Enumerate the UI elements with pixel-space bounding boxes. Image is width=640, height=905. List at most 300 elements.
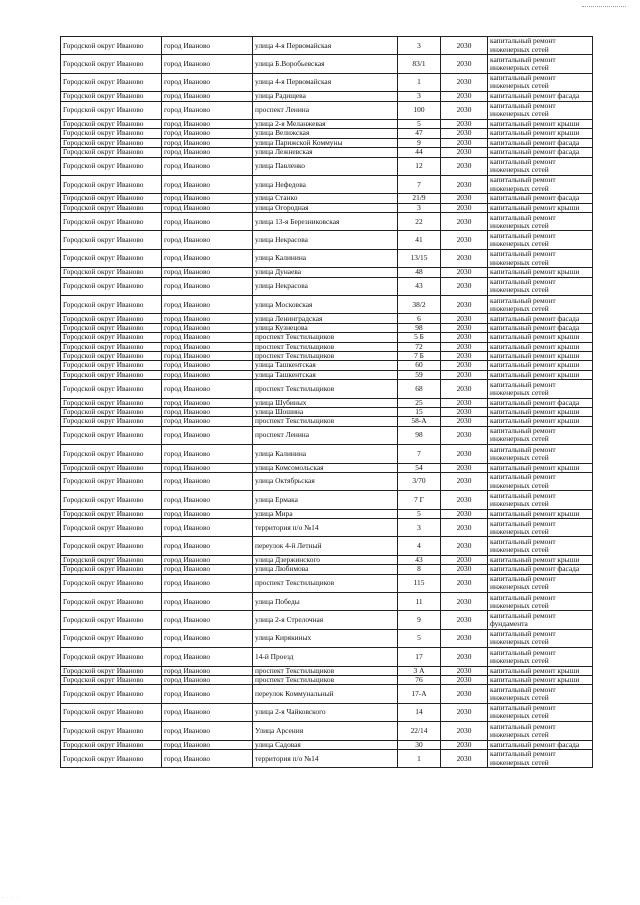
district-cell: Городской округ Иваново [61, 37, 162, 55]
street-cell: улица Лежневская [253, 148, 398, 157]
work-type-cell: капитальный ремонт фундамента [488, 611, 593, 629]
street-cell: улица Кирякиных [253, 629, 398, 647]
table-row [61, 55, 593, 73]
city-cell: город Иваново [162, 445, 253, 463]
house-number-cell: 3 [398, 37, 441, 55]
work-type-cell: капитальный ремонт инженерных сетей [488, 491, 593, 509]
district-cell: Городской округ Иваново [61, 296, 162, 314]
year-cell: 2030 [441, 129, 488, 138]
year-cell: 2030 [441, 148, 488, 157]
house-number-cell: 58-А [398, 417, 441, 426]
street-cell: улица Б.Воробьевская [253, 55, 398, 73]
work-type-cell: капитальный ремонт инженерных сетей [488, 703, 593, 721]
street-cell: улица Октябрьская [253, 472, 398, 490]
table-row [61, 277, 593, 295]
district-cell: Городской округ Иваново [61, 73, 162, 91]
year-cell: 2030 [441, 574, 488, 592]
district-cell: Городской округ Иваново [61, 119, 162, 128]
table-row [61, 472, 593, 490]
table-row [61, 629, 593, 647]
house-number-cell: 12 [398, 157, 441, 175]
street-cell: улица 4-я Первомайская [253, 37, 398, 55]
district-cell: Городской округ Иваново [61, 342, 162, 351]
city-cell: город Иваново [162, 426, 253, 444]
street-cell: улица 2-я Чайковского [253, 703, 398, 721]
work-type-cell: капитальный ремонт крыши [488, 555, 593, 564]
year-cell: 2030 [441, 277, 488, 295]
district-cell: Городской округ Иваново [61, 157, 162, 175]
house-number-cell: 6 [398, 314, 441, 323]
registry-body [61, 37, 593, 768]
district-cell: Городской округ Иваново [61, 574, 162, 592]
work-type-cell: капитальный ремонт крыши [488, 342, 593, 351]
city-cell: город Иваново [162, 703, 253, 721]
year-cell: 2030 [441, 398, 488, 407]
year-cell: 2030 [441, 555, 488, 564]
street-cell: улица Станко [253, 194, 398, 203]
city-cell: город Иваново [162, 565, 253, 574]
table-row [61, 342, 593, 351]
table-row [61, 740, 593, 749]
table-row [61, 417, 593, 426]
city-cell: город Иваново [162, 749, 253, 767]
house-number-cell: 17-А [398, 685, 441, 703]
table-row [61, 648, 593, 666]
street-cell: улица Шошина [253, 407, 398, 416]
house-number-cell: 9 [398, 611, 441, 629]
work-type-cell: капитальный ремонт инженерных сетей [488, 249, 593, 267]
year-cell: 2030 [441, 565, 488, 574]
city-cell: город Иваново [162, 407, 253, 416]
work-type-cell: капитальный ремонт инженерных сетей [488, 157, 593, 175]
table-row [61, 370, 593, 379]
city-cell: город Иваново [162, 398, 253, 407]
street-cell: улица Комсомольская [253, 463, 398, 472]
house-number-cell: 5 [398, 509, 441, 518]
street-cell: проспект Текстильщиков [253, 666, 398, 675]
work-type-cell: капитальный ремонт инженерных сетей [488, 55, 593, 73]
district-cell: Городской округ Иваново [61, 675, 162, 684]
house-number-cell: 13/15 [398, 249, 441, 267]
work-type-cell: капитальный ремонт крыши [488, 361, 593, 370]
table-row [61, 351, 593, 360]
city-cell: город Иваново [162, 361, 253, 370]
work-type-cell: капитальный ремонт крыши [488, 119, 593, 128]
year-cell: 2030 [441, 361, 488, 370]
table-row [61, 593, 593, 611]
house-number-cell: 48 [398, 268, 441, 277]
district-cell: Городской округ Иваново [61, 129, 162, 138]
street-cell: территория п/о №14 [253, 519, 398, 537]
city-cell: город Иваново [162, 333, 253, 342]
street-cell: улица Нефедова [253, 175, 398, 193]
city-cell: город Иваново [162, 277, 253, 295]
year-cell: 2030 [441, 323, 488, 332]
city-cell: город Иваново [162, 119, 253, 128]
house-number-cell: 7 Б [398, 351, 441, 360]
district-cell: Городской округ Иваново [61, 593, 162, 611]
table-row [61, 323, 593, 332]
house-number-cell: 17 [398, 648, 441, 666]
street-cell: улица Велижская [253, 129, 398, 138]
year-cell: 2030 [441, 722, 488, 740]
year-cell: 2030 [441, 426, 488, 444]
district-cell: Городской округ Иваново [61, 519, 162, 537]
city-cell: город Иваново [162, 314, 253, 323]
district-cell: Городской округ Иваново [61, 194, 162, 203]
year-cell: 2030 [441, 370, 488, 379]
district-cell: Городской округ Иваново [61, 703, 162, 721]
house-number-cell: 3 [398, 519, 441, 537]
table-row [61, 194, 593, 203]
city-cell: город Иваново [162, 629, 253, 647]
table-row [61, 703, 593, 721]
table-row [61, 92, 593, 101]
work-type-cell: капитальный ремонт крыши [488, 351, 593, 360]
city-cell: город Иваново [162, 463, 253, 472]
city-cell: город Иваново [162, 73, 253, 91]
work-type-cell: капитальный ремонт фасада [488, 92, 593, 101]
table-row [61, 231, 593, 249]
street-cell: проспект Текстильщиков [253, 574, 398, 592]
house-number-cell: 3 [398, 203, 441, 212]
house-number-cell: 4 [398, 537, 441, 555]
year-cell: 2030 [441, 296, 488, 314]
house-number-cell: 44 [398, 148, 441, 157]
district-cell: Городской округ Иваново [61, 268, 162, 277]
house-number-cell: 25 [398, 398, 441, 407]
year-cell: 2030 [441, 519, 488, 537]
house-number-cell: 43 [398, 277, 441, 295]
street-cell: улица Калинина [253, 249, 398, 267]
city-cell: город Иваново [162, 370, 253, 379]
work-type-cell: капитальный ремонт фасада [488, 314, 593, 323]
district-cell: Городской округ Иваново [61, 148, 162, 157]
work-type-cell: капитальный ремонт инженерных сетей [488, 231, 593, 249]
street-cell: улица 4-я Первомайская [253, 73, 398, 91]
work-type-cell: капитальный ремонт инженерных сетей [488, 574, 593, 592]
work-type-cell: капитальный ремонт инженерных сетей [488, 629, 593, 647]
city-cell: город Иваново [162, 231, 253, 249]
city-cell: город Иваново [162, 138, 253, 147]
work-type-cell: капитальный ремонт фасада [488, 398, 593, 407]
street-cell: переулок Коммунальный [253, 685, 398, 703]
year-cell: 2030 [441, 194, 488, 203]
street-cell: улица Ермака [253, 491, 398, 509]
work-type-cell: капитальный ремонт крыши [488, 407, 593, 416]
city-cell: город Иваново [162, 472, 253, 490]
house-number-cell: 7 [398, 445, 441, 463]
district-cell: Городской округ Иваново [61, 685, 162, 703]
city-cell: город Иваново [162, 175, 253, 193]
work-type-cell: капитальный ремонт инженерных сетей [488, 277, 593, 295]
year-cell: 2030 [441, 509, 488, 518]
year-cell: 2030 [441, 157, 488, 175]
table-row [61, 398, 593, 407]
year-cell: 2030 [441, 629, 488, 647]
city-cell: город Иваново [162, 157, 253, 175]
table-row [61, 675, 593, 684]
city-cell: город Иваново [162, 37, 253, 55]
scan-mark [582, 6, 626, 10]
city-cell: город Иваново [162, 491, 253, 509]
street-cell: улица Московская [253, 296, 398, 314]
house-number-cell: 3 [398, 92, 441, 101]
district-cell: Городской округ Иваново [61, 92, 162, 101]
city-cell: город Иваново [162, 268, 253, 277]
district-cell: Городской округ Иваново [61, 370, 162, 379]
year-cell: 2030 [441, 203, 488, 212]
district-cell: Городской округ Иваново [61, 249, 162, 267]
house-number-cell: 1 [398, 749, 441, 767]
house-number-cell: 8 [398, 565, 441, 574]
street-cell: проспект Ленина [253, 101, 398, 119]
street-cell: улица Любимова [253, 565, 398, 574]
street-cell: улица Некрасова [253, 277, 398, 295]
work-type-cell: капитальный ремонт крыши [488, 129, 593, 138]
year-cell: 2030 [441, 611, 488, 629]
house-number-cell: 72 [398, 342, 441, 351]
house-number-cell: 1 [398, 73, 441, 91]
district-cell: Городской округ Иваново [61, 213, 162, 231]
district-cell: Городской округ Иваново [61, 101, 162, 119]
district-cell: Городской округ Иваново [61, 445, 162, 463]
work-type-cell: капитальный ремонт фасада [488, 194, 593, 203]
district-cell: Городской округ Иваново [61, 749, 162, 767]
district-cell: Городской округ Иваново [61, 203, 162, 212]
year-cell: 2030 [441, 472, 488, 490]
work-type-cell: капитальный ремонт крыши [488, 268, 593, 277]
table-row [61, 380, 593, 398]
work-type-cell: капитальный ремонт инженерных сетей [488, 519, 593, 537]
table-row [61, 157, 593, 175]
year-cell: 2030 [441, 537, 488, 555]
table-row [61, 249, 593, 267]
table-row [61, 555, 593, 564]
district-cell: Городской округ Иваново [61, 231, 162, 249]
table-row [61, 519, 593, 537]
house-number-cell: 41 [398, 231, 441, 249]
house-number-cell: 7 [398, 175, 441, 193]
year-cell: 2030 [441, 417, 488, 426]
district-cell: Городской округ Иваново [61, 398, 162, 407]
work-type-cell: капитальный ремонт инженерных сетей [488, 175, 593, 193]
district-cell: Городской округ Иваново [61, 333, 162, 342]
street-cell: улица Калинина [253, 445, 398, 463]
street-cell: Улица Арсения [253, 722, 398, 740]
table-row [61, 445, 593, 463]
district-cell: Городской округ Иваново [61, 666, 162, 675]
city-cell: город Иваново [162, 555, 253, 564]
house-number-cell: 11 [398, 593, 441, 611]
house-number-cell: 115 [398, 574, 441, 592]
house-number-cell: 43 [398, 555, 441, 564]
table-row [61, 722, 593, 740]
district-cell: Городской округ Иваново [61, 537, 162, 555]
city-cell: город Иваново [162, 92, 253, 101]
year-cell: 2030 [441, 407, 488, 416]
city-cell: город Иваново [162, 380, 253, 398]
work-type-cell: капитальный ремонт фасада [488, 148, 593, 157]
work-type-cell: капитальный ремонт инженерных сетей [488, 722, 593, 740]
street-cell: улица Некрасова [253, 231, 398, 249]
street-cell: улица Мира [253, 509, 398, 518]
repair-registry-table [60, 36, 593, 768]
city-cell: город Иваново [162, 351, 253, 360]
street-cell: улица Шубиных [253, 398, 398, 407]
street-cell: проспект Текстильщиков [253, 380, 398, 398]
street-cell: улица Павленко [253, 157, 398, 175]
house-number-cell: 5 Б [398, 333, 441, 342]
district-cell: Городской округ Иваново [61, 351, 162, 360]
work-type-cell: капитальный ремонт крыши [488, 370, 593, 379]
district-cell: Городской округ Иваново [61, 175, 162, 193]
house-number-cell: 68 [398, 380, 441, 398]
house-number-cell: 3/70 [398, 472, 441, 490]
city-cell: город Иваново [162, 509, 253, 518]
house-number-cell: 30 [398, 740, 441, 749]
house-number-cell: 21/9 [398, 194, 441, 203]
district-cell: Городской округ Иваново [61, 629, 162, 647]
house-number-cell: 22/14 [398, 722, 441, 740]
work-type-cell: капитальный ремонт крыши [488, 509, 593, 518]
work-type-cell: капитальный ремонт крыши [488, 333, 593, 342]
house-number-cell: 9 [398, 138, 441, 147]
scan-corner-mark: · · · · [2, 896, 20, 901]
city-cell: город Иваново [162, 55, 253, 73]
year-cell: 2030 [441, 268, 488, 277]
district-cell: Городской округ Иваново [61, 472, 162, 490]
work-type-cell: капитальный ремонт инженерных сетей [488, 593, 593, 611]
city-cell: город Иваново [162, 148, 253, 157]
work-type-cell: капитальный ремонт крыши [488, 675, 593, 684]
district-cell: Городской округ Иваново [61, 407, 162, 416]
work-type-cell: капитальный ремонт инженерных сетей [488, 101, 593, 119]
year-cell: 2030 [441, 231, 488, 249]
table-row [61, 463, 593, 472]
street-cell: улица Радищева [253, 92, 398, 101]
work-type-cell: капитальный ремонт фасада [488, 138, 593, 147]
table-row [61, 407, 593, 416]
table-row [61, 491, 593, 509]
district-cell: Городской округ Иваново [61, 509, 162, 518]
table-row [61, 685, 593, 703]
table-row [61, 565, 593, 574]
table-row [61, 73, 593, 91]
house-number-cell: 5 [398, 629, 441, 647]
table-row [61, 361, 593, 370]
house-number-cell: 47 [398, 129, 441, 138]
district-cell: Городской округ Иваново [61, 463, 162, 472]
table-row [61, 138, 593, 147]
table-row [61, 101, 593, 119]
street-cell: проспект Текстильщиков [253, 351, 398, 360]
year-cell: 2030 [441, 55, 488, 73]
work-type-cell: капитальный ремонт инженерных сетей [488, 648, 593, 666]
street-cell: улица Ленинградская [253, 314, 398, 323]
table-row [61, 129, 593, 138]
year-cell: 2030 [441, 213, 488, 231]
house-number-cell: 98 [398, 323, 441, 332]
city-cell: город Иваново [162, 342, 253, 351]
year-cell: 2030 [441, 675, 488, 684]
street-cell: улица 2-я Меланжевая [253, 119, 398, 128]
street-cell: улица Ташкентская [253, 361, 398, 370]
street-cell: проспект Ленина [253, 426, 398, 444]
street-cell: проспект Текстильщиков [253, 417, 398, 426]
work-type-cell: капитальный ремонт инженерных сетей [488, 426, 593, 444]
street-cell: проспект Текстильщиков [253, 333, 398, 342]
year-cell: 2030 [441, 491, 488, 509]
city-cell: город Иваново [162, 129, 253, 138]
street-cell: улица Парижской Коммуны [253, 138, 398, 147]
table-row [61, 574, 593, 592]
street-cell: улица Ташкентская [253, 370, 398, 379]
house-number-cell: 15 [398, 407, 441, 416]
year-cell: 2030 [441, 749, 488, 767]
year-cell: 2030 [441, 175, 488, 193]
table-row [61, 37, 593, 55]
work-type-cell: капитальный ремонт крыши [488, 203, 593, 212]
city-cell: город Иваново [162, 593, 253, 611]
city-cell: город Иваново [162, 740, 253, 749]
table-row [61, 509, 593, 518]
year-cell: 2030 [441, 703, 488, 721]
year-cell: 2030 [441, 314, 488, 323]
year-cell: 2030 [441, 119, 488, 128]
work-type-cell: капитальный ремонт инженерных сетей [488, 73, 593, 91]
table-row [61, 426, 593, 444]
house-number-cell: 14 [398, 703, 441, 721]
street-cell: улица Дзержинского [253, 555, 398, 564]
house-number-cell: 7 Г [398, 491, 441, 509]
year-cell: 2030 [441, 685, 488, 703]
district-cell: Городской округ Иваново [61, 138, 162, 147]
house-number-cell: 76 [398, 675, 441, 684]
city-cell: город Иваново [162, 417, 253, 426]
work-type-cell: капитальный ремонт крыши [488, 463, 593, 472]
district-cell: Городской округ Иваново [61, 722, 162, 740]
house-number-cell: 83/1 [398, 55, 441, 73]
year-cell: 2030 [441, 333, 488, 342]
street-cell: улица 13-я Березниковская [253, 213, 398, 231]
district-cell: Городской округ Иваново [61, 555, 162, 564]
city-cell: город Иваново [162, 213, 253, 231]
work-type-cell: капитальный ремонт инженерных сетей [488, 380, 593, 398]
city-cell: город Иваново [162, 574, 253, 592]
table-row [61, 268, 593, 277]
table-row [61, 611, 593, 629]
district-cell: Городской округ Иваново [61, 648, 162, 666]
district-cell: Городской округ Иваново [61, 611, 162, 629]
city-cell: город Иваново [162, 648, 253, 666]
street-cell: улица Садовая [253, 740, 398, 749]
year-cell: 2030 [441, 351, 488, 360]
street-cell: проспект Текстильщиков [253, 342, 398, 351]
district-cell: Городской округ Иваново [61, 323, 162, 332]
year-cell: 2030 [441, 463, 488, 472]
table-row [61, 537, 593, 555]
house-number-cell: 22 [398, 213, 441, 231]
year-cell: 2030 [441, 101, 488, 119]
district-cell: Городской округ Иваново [61, 277, 162, 295]
year-cell: 2030 [441, 342, 488, 351]
district-cell: Городской округ Иваново [61, 565, 162, 574]
city-cell: город Иваново [162, 296, 253, 314]
district-cell: Городской округ Иваново [61, 55, 162, 73]
city-cell: город Иваново [162, 519, 253, 537]
street-cell: переулок 4-й Летный [253, 537, 398, 555]
